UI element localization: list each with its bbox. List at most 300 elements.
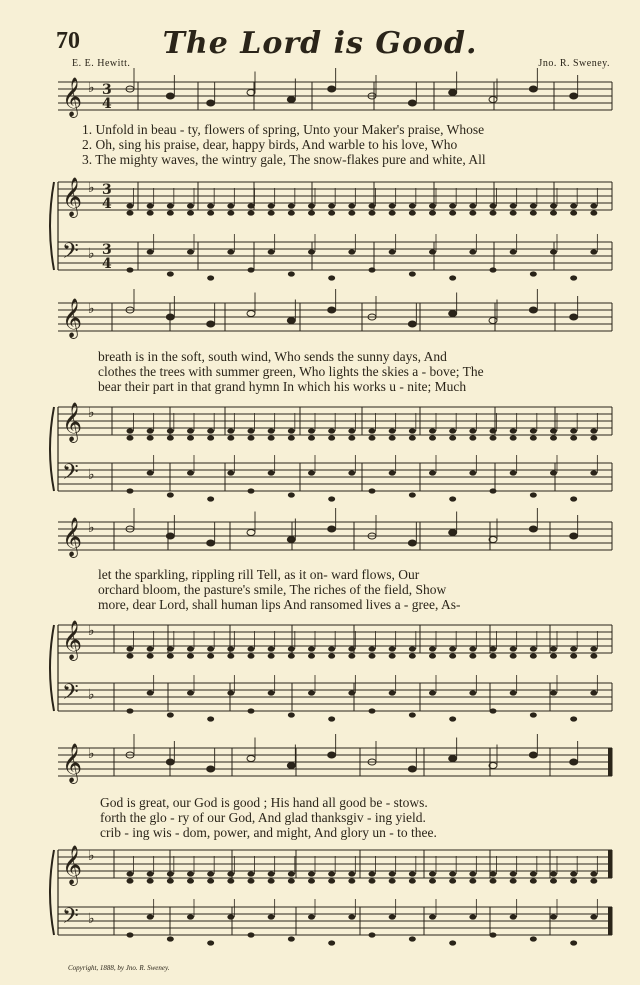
system-3-treble-note bbox=[409, 646, 416, 651]
system-1-bass-note bbox=[288, 271, 295, 276]
system-4-bass-note bbox=[369, 932, 376, 937]
system-3-bass-note bbox=[429, 690, 436, 695]
system-3-treble-note bbox=[167, 653, 174, 658]
system-4-bass-note bbox=[469, 914, 476, 919]
system-3-treble-note bbox=[530, 653, 537, 658]
system-3-treble-note bbox=[268, 653, 275, 658]
system-2-treble-note bbox=[449, 428, 456, 433]
system-3-treble-note bbox=[348, 653, 355, 658]
system-1-treble-note bbox=[227, 203, 234, 208]
system-1-melody-note bbox=[449, 90, 457, 96]
system-4-treble-note bbox=[409, 878, 416, 883]
system-2-melody-treble-clef-icon: 𝄞 bbox=[62, 298, 83, 338]
system-1-bass-clef-icon: 𝄢 bbox=[62, 239, 79, 269]
system-1-treble-note bbox=[288, 210, 295, 215]
system-2-bass-note bbox=[348, 470, 355, 475]
system-4-treble-note bbox=[207, 878, 214, 883]
system-4-bass-note bbox=[389, 914, 396, 919]
system-4-melody-note bbox=[449, 756, 457, 762]
system-1-treble-note bbox=[530, 203, 537, 208]
system-4-treble-note bbox=[510, 871, 517, 876]
system-1-key-flat-icon: ♭ bbox=[88, 180, 95, 196]
system-1-key-flat-icon: ♭ bbox=[88, 246, 95, 262]
system-3-melody-note bbox=[207, 540, 215, 546]
system-2-treble-note bbox=[288, 428, 295, 433]
system-4-treble-note bbox=[429, 871, 436, 876]
system-1-bass-note bbox=[550, 249, 557, 254]
system-1-treble-note bbox=[570, 203, 577, 208]
system-3-treble-note bbox=[167, 646, 174, 651]
system-1-treble-note bbox=[369, 203, 376, 208]
system-2-treble-note bbox=[167, 435, 174, 440]
system-1-bass-note bbox=[449, 275, 456, 280]
system-2-treble-note bbox=[570, 435, 577, 440]
system-1-bass-note bbox=[147, 249, 154, 254]
system-2-melody-note bbox=[247, 311, 255, 317]
system-4-treble-note bbox=[167, 871, 174, 876]
system-2-treble-note bbox=[207, 428, 214, 433]
system-4-melody-note bbox=[408, 766, 416, 772]
system-3-treble-note bbox=[308, 646, 315, 651]
system-1-treble-note bbox=[550, 210, 557, 215]
system-3-treble-note bbox=[207, 653, 214, 658]
system-3-bass-note bbox=[369, 708, 376, 713]
system-3-treble-note bbox=[490, 646, 497, 651]
system-3-treble-note bbox=[409, 653, 416, 658]
system-1-treble-note bbox=[389, 210, 396, 215]
system-4-bass-note bbox=[127, 932, 134, 937]
system-2-bass-note bbox=[369, 488, 376, 493]
system-2-bass-note bbox=[268, 470, 275, 475]
system-2-melody-note bbox=[287, 318, 295, 324]
system-3-treble-note bbox=[369, 653, 376, 658]
system-2-treble-clef-icon: 𝄞 bbox=[62, 402, 83, 442]
system-1-bass-note bbox=[227, 249, 234, 254]
system-1-bass-note bbox=[207, 275, 214, 280]
system-3-treble-note bbox=[288, 653, 295, 658]
system-3-treble-note bbox=[288, 646, 295, 651]
system-2-treble-note bbox=[469, 428, 476, 433]
system-3-melody-note bbox=[328, 526, 336, 532]
system-1-treble-note bbox=[590, 203, 597, 208]
system-1-bass-note bbox=[590, 249, 597, 254]
system-2-treble-note bbox=[308, 435, 315, 440]
system-1-treble-note bbox=[449, 203, 456, 208]
system-1-treble-note bbox=[490, 210, 497, 215]
system-1-treble-note bbox=[127, 203, 134, 208]
system-3-treble-clef-icon: 𝄞 bbox=[62, 620, 83, 660]
system-3-key-flat-icon: ♭ bbox=[88, 687, 95, 703]
system-4-treble-note bbox=[550, 871, 557, 876]
system-3-bass-note bbox=[449, 716, 456, 721]
system-3-melody-note bbox=[247, 530, 255, 536]
lyric-verse-2-line-3: orchard bloom, the pasture's smile, The riches of the field, Show bbox=[98, 582, 447, 597]
system-1-bass-note bbox=[530, 271, 537, 276]
system-4-melody-treble-clef-icon: 𝄞 bbox=[62, 743, 83, 783]
system-4-treble-note bbox=[328, 878, 335, 883]
system-1-treble-note bbox=[369, 210, 376, 215]
system-2-melody-note bbox=[328, 307, 336, 313]
system-2-bass-note bbox=[308, 470, 315, 475]
system-2-treble-note bbox=[227, 428, 234, 433]
system-1-melody-treble-clef-icon: 𝄞 bbox=[62, 77, 83, 117]
system-2-treble-note bbox=[207, 435, 214, 440]
system-4-bass-note bbox=[288, 936, 295, 941]
system-2-treble-note bbox=[429, 428, 436, 433]
system-3-treble-note bbox=[590, 646, 597, 651]
system-3-treble-note bbox=[187, 646, 194, 651]
system-1-treble-note bbox=[409, 210, 416, 215]
system-3-key-flat-icon: ♭ bbox=[88, 520, 95, 536]
system-1-treble-note bbox=[187, 203, 194, 208]
system-1-treble-note bbox=[268, 210, 275, 215]
lyric-verse-2-line-1: 2. Oh, sing his praise, dear, happy birds, And warble to his love, Who bbox=[82, 137, 458, 152]
system-2-treble-note bbox=[248, 428, 255, 433]
system-3-treble-note bbox=[570, 653, 577, 658]
system-4-key-flat-icon: ♭ bbox=[88, 746, 95, 762]
system-3-treble-note bbox=[369, 646, 376, 651]
system-2-melody-note bbox=[529, 307, 537, 313]
system-4-treble-note bbox=[147, 871, 154, 876]
system-3-bass-note bbox=[268, 690, 275, 695]
system-2-treble-note bbox=[328, 435, 335, 440]
system-3-melody-note bbox=[408, 540, 416, 546]
system-1-treble-note bbox=[348, 203, 355, 208]
system-4-treble-note bbox=[248, 871, 255, 876]
system-4-treble-note bbox=[248, 878, 255, 883]
system-4-treble-note bbox=[550, 878, 557, 883]
system-2-treble-note bbox=[288, 435, 295, 440]
system-2-treble-note bbox=[449, 435, 456, 440]
system-1-treble-note bbox=[187, 210, 194, 215]
system-2-melody-note bbox=[570, 314, 578, 320]
system-2-bass-note bbox=[227, 470, 234, 475]
system-2-treble-note bbox=[510, 428, 517, 433]
composer-credit: Jno. R. Sweney. bbox=[538, 58, 610, 69]
system-4-melody-note bbox=[287, 763, 295, 769]
system-1-treble-note bbox=[288, 203, 295, 208]
system-2-bass-note bbox=[187, 470, 194, 475]
system-2-bass-note bbox=[288, 492, 295, 497]
system-2-treble-note bbox=[570, 428, 577, 433]
system-3-treble-note bbox=[127, 646, 134, 651]
system-4-treble-note bbox=[268, 871, 275, 876]
system-4-treble-clef-icon: 𝄞 bbox=[62, 845, 83, 885]
system-3-treble-note bbox=[268, 646, 275, 651]
system-2-brace bbox=[50, 407, 54, 491]
system-3-melody-note bbox=[529, 526, 537, 532]
system-3-melody-note bbox=[287, 537, 295, 543]
system-2-bass-note bbox=[449, 496, 456, 501]
system-1-treble-note bbox=[328, 203, 335, 208]
system-3-treble-note bbox=[248, 653, 255, 658]
system-4-treble-note bbox=[510, 878, 517, 883]
system-4-bass-note bbox=[248, 932, 255, 937]
system-1-melody-note bbox=[207, 100, 215, 106]
lyric-verse-3-line-1: 3. The mighty waves, the wintry gale, The snow-flakes pure and white, All bbox=[82, 152, 486, 167]
system-2-treble-note bbox=[167, 428, 174, 433]
system-1-treble-note bbox=[328, 210, 335, 215]
system-1-treble-note bbox=[127, 210, 134, 215]
system-1-bass-note bbox=[490, 267, 497, 272]
system-3-bass-note bbox=[167, 712, 174, 717]
system-2-treble-note bbox=[268, 435, 275, 440]
system-3-bass-note bbox=[590, 690, 597, 695]
system-3-treble-note bbox=[570, 646, 577, 651]
time-signature-digit: 3 bbox=[102, 242, 112, 258]
system-2-bass-note bbox=[409, 492, 416, 497]
system-2-bass-note bbox=[530, 492, 537, 497]
system-4-bass-note bbox=[510, 914, 517, 919]
system-1-bass-note bbox=[268, 249, 275, 254]
system-2-melody-note bbox=[207, 321, 215, 327]
system-2-bass-note bbox=[147, 470, 154, 475]
system-3-bass-note bbox=[389, 690, 396, 695]
system-3-bass-note bbox=[409, 712, 416, 717]
system-1-treble-note bbox=[167, 203, 174, 208]
system-1-bass-note bbox=[127, 267, 134, 272]
system-3-bass-note bbox=[227, 690, 234, 695]
system-2-melody-note bbox=[408, 321, 416, 327]
system-3-treble-note bbox=[207, 646, 214, 651]
system-3-treble-note bbox=[328, 646, 335, 651]
system-3-treble-note bbox=[530, 646, 537, 651]
system-2-key-flat-icon: ♭ bbox=[88, 301, 95, 317]
system-2-bass-note bbox=[127, 488, 134, 493]
system-4-bass-note bbox=[429, 914, 436, 919]
system-3-melody-note bbox=[449, 530, 457, 536]
system-2-bass-note bbox=[570, 496, 577, 501]
system-4-bass-note bbox=[227, 914, 234, 919]
system-3-bass-note bbox=[308, 690, 315, 695]
system-1-treble-note bbox=[429, 203, 436, 208]
system-3-treble-note bbox=[248, 646, 255, 651]
system-4-melody-note bbox=[207, 766, 215, 772]
system-3-treble-note bbox=[490, 653, 497, 658]
system-2-bass-note bbox=[590, 470, 597, 475]
lyric-verse-1-line-4: God is great, our God is good ; His hand all good be - stows. bbox=[100, 795, 428, 810]
system-4-treble-note bbox=[469, 878, 476, 883]
system-3-bass-note bbox=[248, 708, 255, 713]
system-3-bass-note bbox=[550, 690, 557, 695]
system-2-treble-note bbox=[187, 428, 194, 433]
system-3-melody-note bbox=[166, 533, 174, 539]
system-2-treble-note bbox=[429, 435, 436, 440]
system-4-treble-note bbox=[530, 871, 537, 876]
system-2-bass-note bbox=[167, 492, 174, 497]
system-1-treble-note bbox=[469, 203, 476, 208]
system-1-bass-note bbox=[348, 249, 355, 254]
system-2-treble-note bbox=[147, 428, 154, 433]
system-2-treble-note bbox=[590, 428, 597, 433]
system-2-treble-note bbox=[369, 428, 376, 433]
system-2-treble-note bbox=[590, 435, 597, 440]
system-1-melody-note bbox=[166, 93, 174, 99]
system-2-bass-note bbox=[550, 470, 557, 475]
system-4-key-flat-icon: ♭ bbox=[88, 911, 95, 927]
system-1-treble-note bbox=[147, 210, 154, 215]
system-4-key-flat-icon: ♭ bbox=[88, 848, 95, 864]
system-4-bass-note bbox=[328, 940, 335, 945]
system-3-bass-note bbox=[207, 716, 214, 721]
system-4-treble-note bbox=[127, 878, 134, 883]
system-4-bass-note bbox=[308, 914, 315, 919]
hymn-title: The Lord is Good. bbox=[162, 26, 478, 61]
lyric-verse-2-line-2: clothes the trees with summer green, Who lights the skies a - bove; The bbox=[98, 364, 484, 379]
lyric-verse-1-line-2: breath is in the soft, south wind, Who sends the sunny days, And bbox=[98, 349, 447, 364]
time-signature-digit: 4 bbox=[102, 256, 112, 272]
system-1-treble-note bbox=[490, 203, 497, 208]
system-3-brace bbox=[50, 625, 54, 711]
system-3-treble-note bbox=[227, 646, 234, 651]
system-1-treble-note bbox=[268, 203, 275, 208]
system-2-treble-note bbox=[127, 428, 134, 433]
system-2-key-flat-icon: ♭ bbox=[88, 405, 95, 421]
system-3-treble-note bbox=[429, 653, 436, 658]
system-1-bass-note bbox=[248, 267, 255, 272]
system-4-treble-note bbox=[187, 878, 194, 883]
system-2-treble-note bbox=[490, 428, 497, 433]
system-3-bass-note bbox=[348, 690, 355, 695]
system-1-melody-note bbox=[408, 100, 416, 106]
system-3-bass-note bbox=[147, 690, 154, 695]
system-2-treble-note bbox=[127, 435, 134, 440]
system-1-bass-note bbox=[167, 271, 174, 276]
system-4-bass-note bbox=[409, 936, 416, 941]
system-2-treble-note bbox=[369, 435, 376, 440]
time-signature-digit: 4 bbox=[102, 196, 112, 212]
system-4-treble-note bbox=[207, 871, 214, 876]
system-4-bass-note bbox=[570, 940, 577, 945]
system-1-treble-note bbox=[590, 210, 597, 215]
system-1-bass-note bbox=[510, 249, 517, 254]
system-2-treble-note bbox=[510, 435, 517, 440]
system-4-treble-note bbox=[389, 871, 396, 876]
system-2-treble-note bbox=[348, 428, 355, 433]
system-4-treble-note bbox=[308, 878, 315, 883]
system-4-treble-note bbox=[449, 878, 456, 883]
system-3-treble-note bbox=[429, 646, 436, 651]
system-4-treble-note bbox=[227, 878, 234, 883]
system-4-bass-note bbox=[207, 940, 214, 945]
system-3-treble-note bbox=[389, 646, 396, 651]
system-4-treble-note bbox=[187, 871, 194, 876]
system-1-treble-note bbox=[550, 203, 557, 208]
system-3-treble-note bbox=[550, 646, 557, 651]
system-3-melody-treble-clef-icon: 𝄞 bbox=[62, 517, 83, 557]
system-1-treble-note bbox=[248, 210, 255, 215]
system-1-treble-note bbox=[227, 210, 234, 215]
system-1-melody-note bbox=[328, 86, 336, 92]
system-3-treble-note bbox=[449, 646, 456, 651]
system-4-treble-note bbox=[288, 871, 295, 876]
system-3-treble-note bbox=[510, 653, 517, 658]
system-2-treble-note bbox=[389, 428, 396, 433]
system-1-key-flat-icon: ♭ bbox=[88, 80, 95, 96]
system-1-treble-note bbox=[510, 210, 517, 215]
system-3-bass-note bbox=[490, 708, 497, 713]
system-2-treble-note bbox=[530, 435, 537, 440]
system-2-bass-note bbox=[207, 496, 214, 501]
system-4-treble-note bbox=[490, 871, 497, 876]
system-1-melody-note bbox=[570, 93, 578, 99]
copyright-notice: Copyright, 1888, by Jno. R. Sweney. bbox=[68, 964, 170, 972]
system-4-treble-note bbox=[429, 878, 436, 883]
system-1-bass-note bbox=[389, 249, 396, 254]
system-4-treble-note bbox=[147, 878, 154, 883]
system-3-treble-note bbox=[550, 653, 557, 658]
system-4-bass-note bbox=[187, 914, 194, 919]
lyric-verse-2-line-4: forth the glo - ry of our God, And glad thanksgiv - ing yield. bbox=[100, 810, 426, 825]
system-4-melody-note bbox=[166, 759, 174, 765]
system-3-treble-note bbox=[590, 653, 597, 658]
system-2-bass-note bbox=[389, 470, 396, 475]
system-4-brace bbox=[50, 850, 54, 935]
system-4-treble-note bbox=[127, 871, 134, 876]
system-2-treble-note bbox=[308, 428, 315, 433]
system-1-bass-note bbox=[429, 249, 436, 254]
system-2-treble-note bbox=[187, 435, 194, 440]
system-2-bass-note bbox=[248, 488, 255, 493]
system-1-treble-note bbox=[308, 203, 315, 208]
system-1-brace bbox=[50, 182, 54, 270]
system-4-bass-note bbox=[449, 940, 456, 945]
system-3-treble-note bbox=[227, 653, 234, 658]
system-3-treble-note bbox=[308, 653, 315, 658]
system-2-melody-note bbox=[489, 318, 497, 324]
system-1-treble-note bbox=[429, 210, 436, 215]
system-4-bass-note bbox=[550, 914, 557, 919]
time-signature-digit: 3 bbox=[102, 182, 112, 198]
system-2-treble-note bbox=[348, 435, 355, 440]
system-2-treble-note bbox=[268, 428, 275, 433]
system-1-treble-note bbox=[348, 210, 355, 215]
system-3-bass-clef-icon: 𝄢 bbox=[62, 680, 79, 710]
system-4-bass-clef-icon: 𝄢 bbox=[62, 904, 79, 934]
system-4-bass-note bbox=[530, 936, 537, 941]
system-1-melody-note bbox=[287, 97, 295, 103]
system-2-treble-note bbox=[227, 435, 234, 440]
lyricist-credit: E. E. Hewitt. bbox=[72, 58, 131, 69]
system-4-melody-note bbox=[328, 752, 336, 758]
system-4-melody-note bbox=[570, 759, 578, 765]
system-1-bass-note bbox=[409, 271, 416, 276]
system-1-treble-note bbox=[167, 210, 174, 215]
system-2-treble-note bbox=[469, 435, 476, 440]
system-3-treble-note bbox=[389, 653, 396, 658]
system-3-treble-note bbox=[348, 646, 355, 651]
system-4-treble-note bbox=[348, 871, 355, 876]
system-1-treble-note bbox=[570, 210, 577, 215]
system-4-treble-note bbox=[570, 871, 577, 876]
system-4-bass-note bbox=[590, 914, 597, 919]
system-2-bass-note bbox=[469, 470, 476, 475]
final-double-bar bbox=[608, 850, 612, 878]
system-1-treble-note bbox=[207, 210, 214, 215]
system-4-treble-note bbox=[449, 871, 456, 876]
system-4-treble-note bbox=[570, 878, 577, 883]
system-4-melody-note bbox=[247, 756, 255, 762]
system-4-treble-note bbox=[590, 871, 597, 876]
system-2-treble-note bbox=[550, 435, 557, 440]
system-1-treble-note bbox=[409, 203, 416, 208]
system-1-bass-note bbox=[369, 267, 376, 272]
system-1-treble-clef-icon: 𝄞 bbox=[62, 177, 83, 217]
system-4-bass-note bbox=[167, 936, 174, 941]
system-4-bass-note bbox=[268, 914, 275, 919]
system-4-treble-note bbox=[490, 878, 497, 883]
system-1-treble-note bbox=[207, 203, 214, 208]
